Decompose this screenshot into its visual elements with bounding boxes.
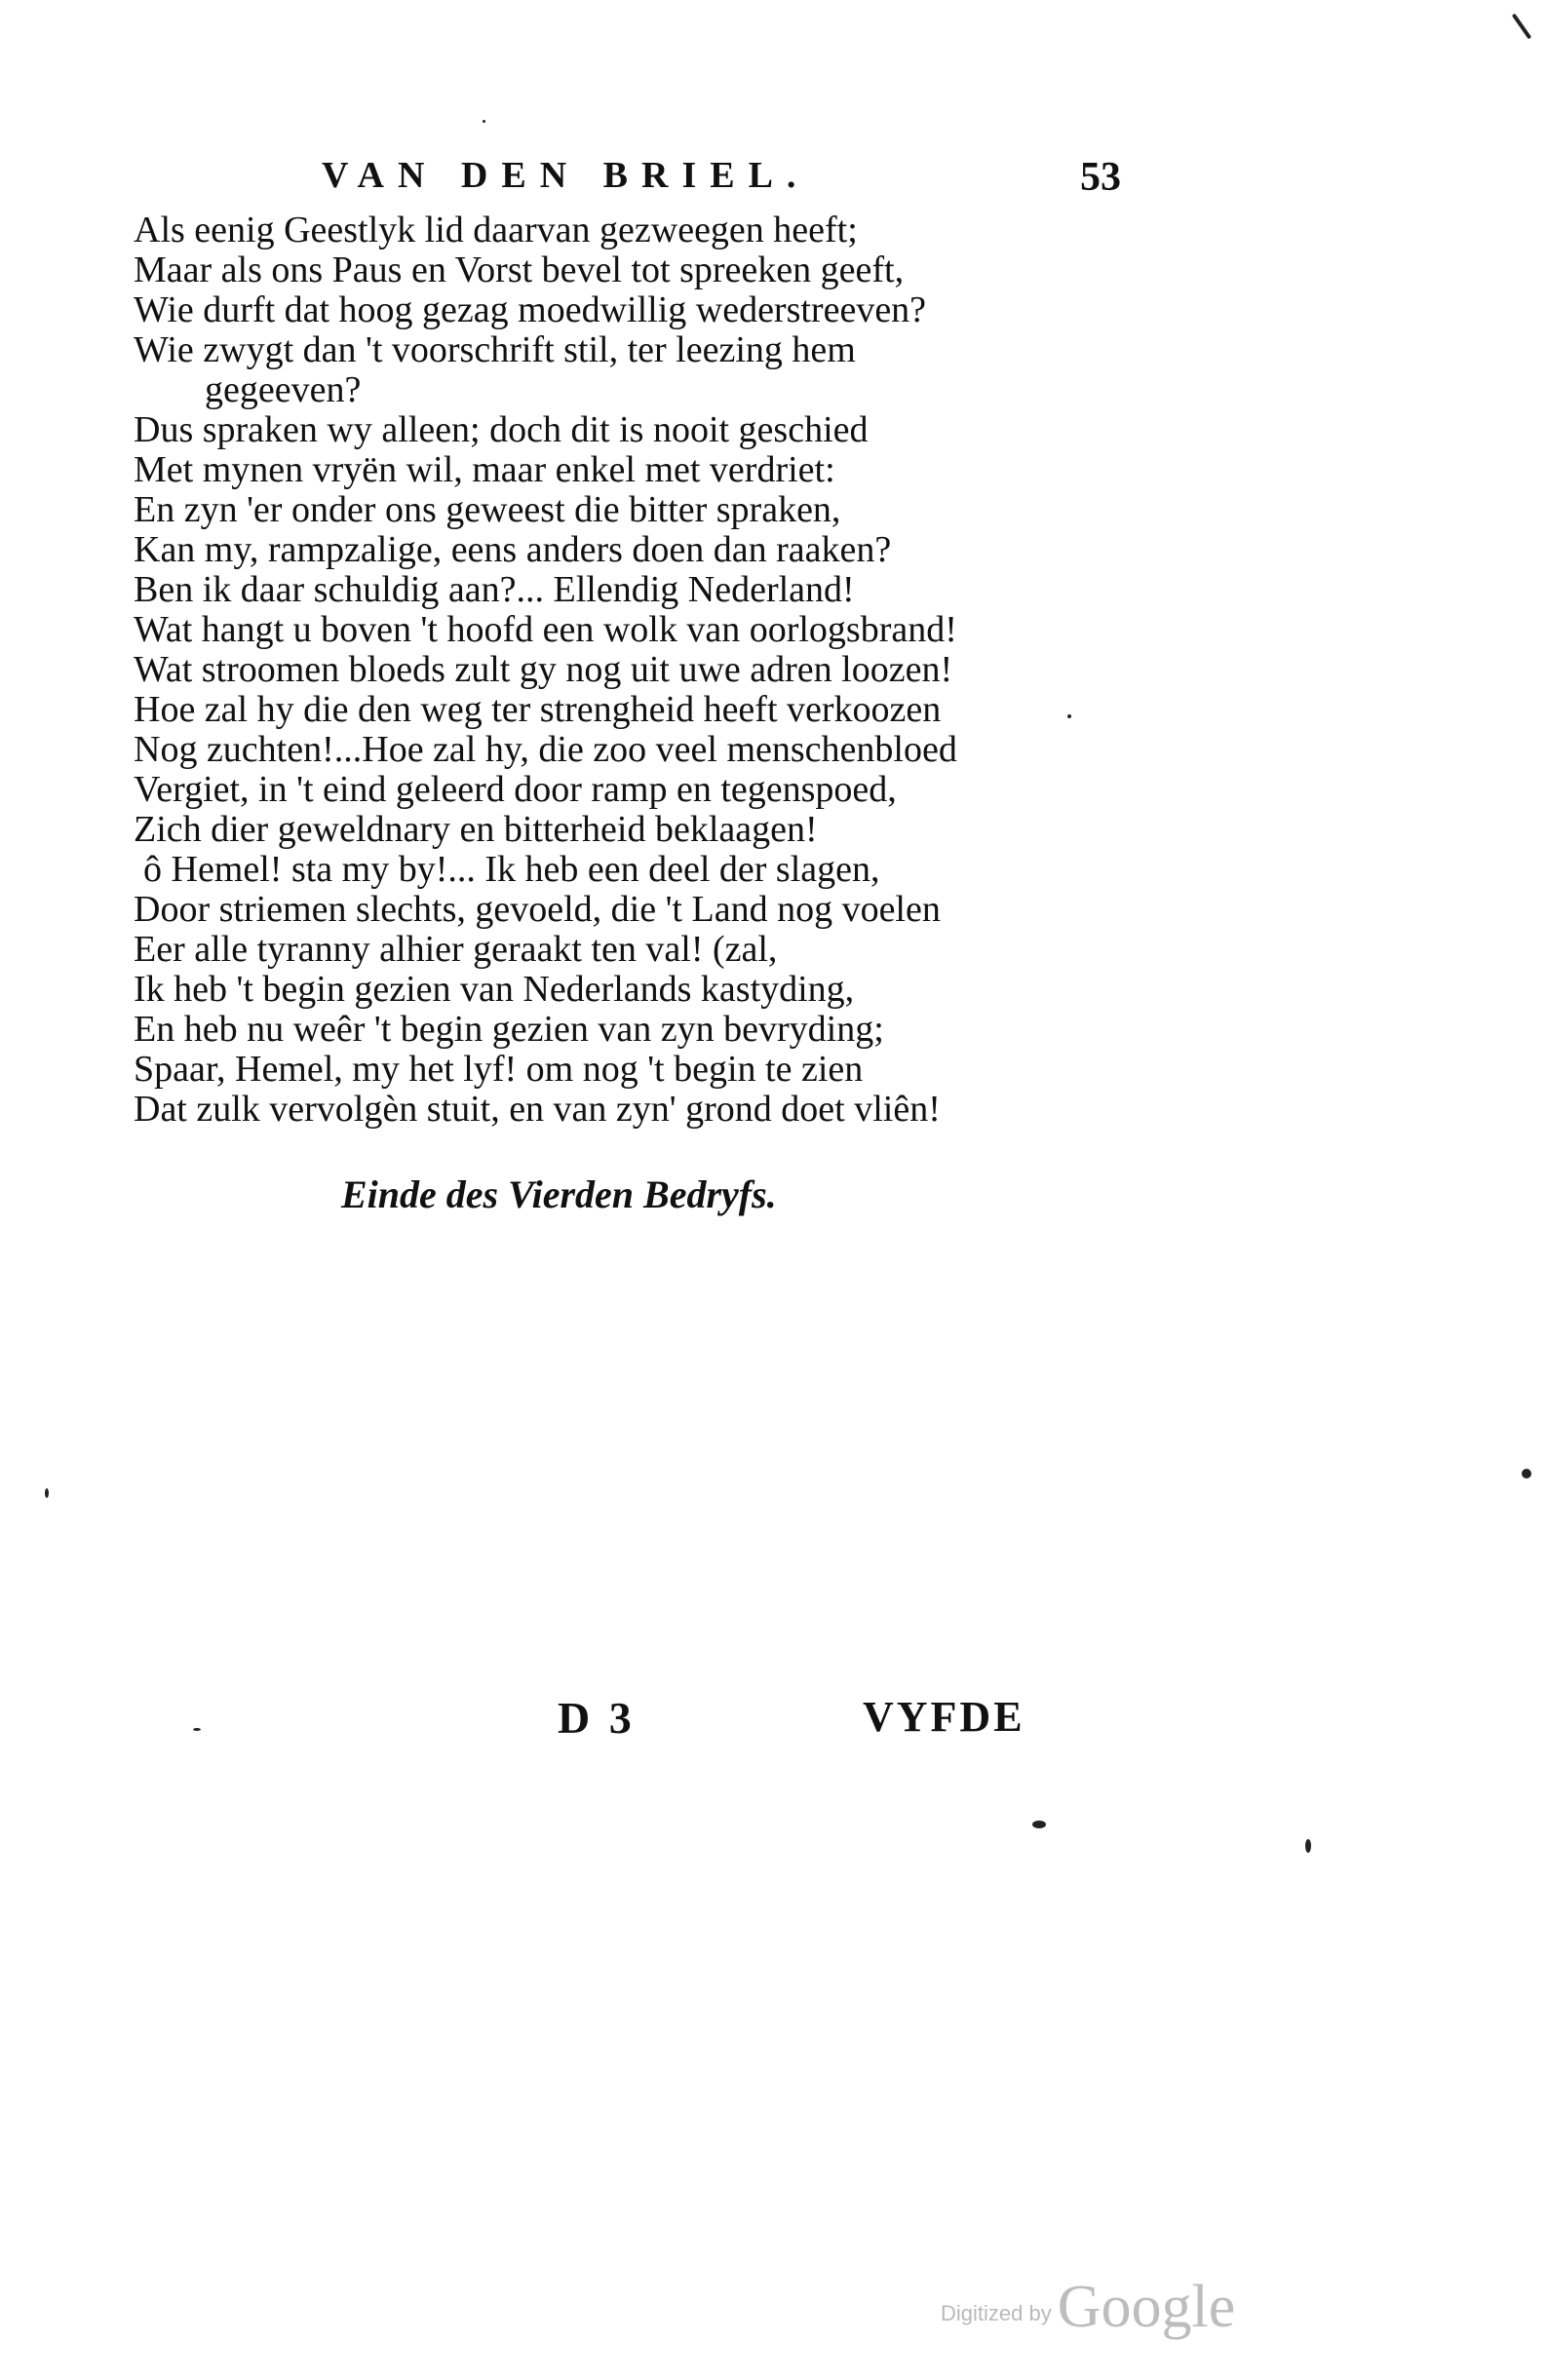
signature-mark: D 3 [558,1693,636,1743]
scan-speck [483,120,485,123]
verse-line: En heb nu weêr 't begin gezien van zyn bevryding; [134,1009,884,1050]
scan-speck [45,1488,49,1498]
scan-speck [1522,1469,1531,1478]
verse-line: Ben ik daar schuldig aan?... Ellendig Nederland! [134,569,855,610]
verse-line: Dus spraken wy alleen; doch dit is nooit geschied [134,409,869,450]
verse-line: Hoe zal hy die den weg ter strengheid heeft verkoozen [134,689,942,730]
verse-block [134,211,1069,1130]
verse-line: Eer alle tyranny alhier geraakt ten val! (zal, [134,929,778,970]
verse-line: Als eenig Geestlyk lid daarvan gezweegen heeft; [134,210,858,250]
verse-line: Spaar, Hemel, my het lyf! om nog 't begin te zien [134,1049,864,1090]
verse-line: Kan my, rampzalige, eens anders doen dan raaken? [134,529,892,570]
scan-speck [1305,1839,1311,1853]
verse-line: Met mynen vryën wil, maar enkel met verdriet: [134,449,835,490]
verse-line: Wat stroomen bloeds zult gy nog uit uwe adren loozen! [134,649,953,690]
verse-line: Wie durft dat hoog gezag moedwillig wederstreeven? [134,289,927,330]
scan-speck [1512,14,1531,40]
page-number: 53 [1080,155,1121,200]
catchword: VYFDE [863,1693,1025,1741]
verse-line: En zyn 'er onder ons geweest die bitter spraken, [134,489,841,530]
scan-speck [1032,1821,1046,1828]
end-of-act-heading: Einde des Vierden Bedryfs. [341,1172,777,1216]
verse-line: Dat zulk vervolgèn stuit, en van zyn' grond doet vliên! [134,1089,941,1130]
verse-line: ô Hemel! sta my by!... Ik heb een deel der slagen, [143,849,880,890]
verse-line: Wat hangt u boven 't hoofd een wolk van oorlogsbrand! [134,609,957,650]
scan-speck [1067,714,1071,718]
running-head [322,154,1121,212]
verse-line: Door striemen slechts, gevoeld, die 't Land nog voelen [134,889,941,930]
watermark-prefix: Digitized by [941,2301,1052,2325]
verse-line-continuation: gegeeven? [205,369,362,410]
verse-line: Vergiet, in 't eind geleerd door ramp en tegenspoed, [134,769,897,810]
verse-line: Zich dier geweldnary en bitterheid beklaagen! [134,809,818,850]
verse-line: Ik heb 't begin gezien van Nederlands kastyding, [134,969,855,1010]
verse-line: Wie zwygt dan 't voorschrift stil, ter leezing hem [134,329,856,370]
scan-speck [193,1728,201,1731]
digitized-watermark [941,2273,1235,2342]
verse-line: Maar als ons Paus en Vorst bevel tot spreeken geeft, [134,250,905,290]
google-logo: Google [1057,2274,1236,2340]
verse-line: Nog zuchten!...Hoe zal hy, die zoo veel menschenbloed [134,729,957,770]
running-title: VAN DEN BRIEL. [322,155,810,196]
